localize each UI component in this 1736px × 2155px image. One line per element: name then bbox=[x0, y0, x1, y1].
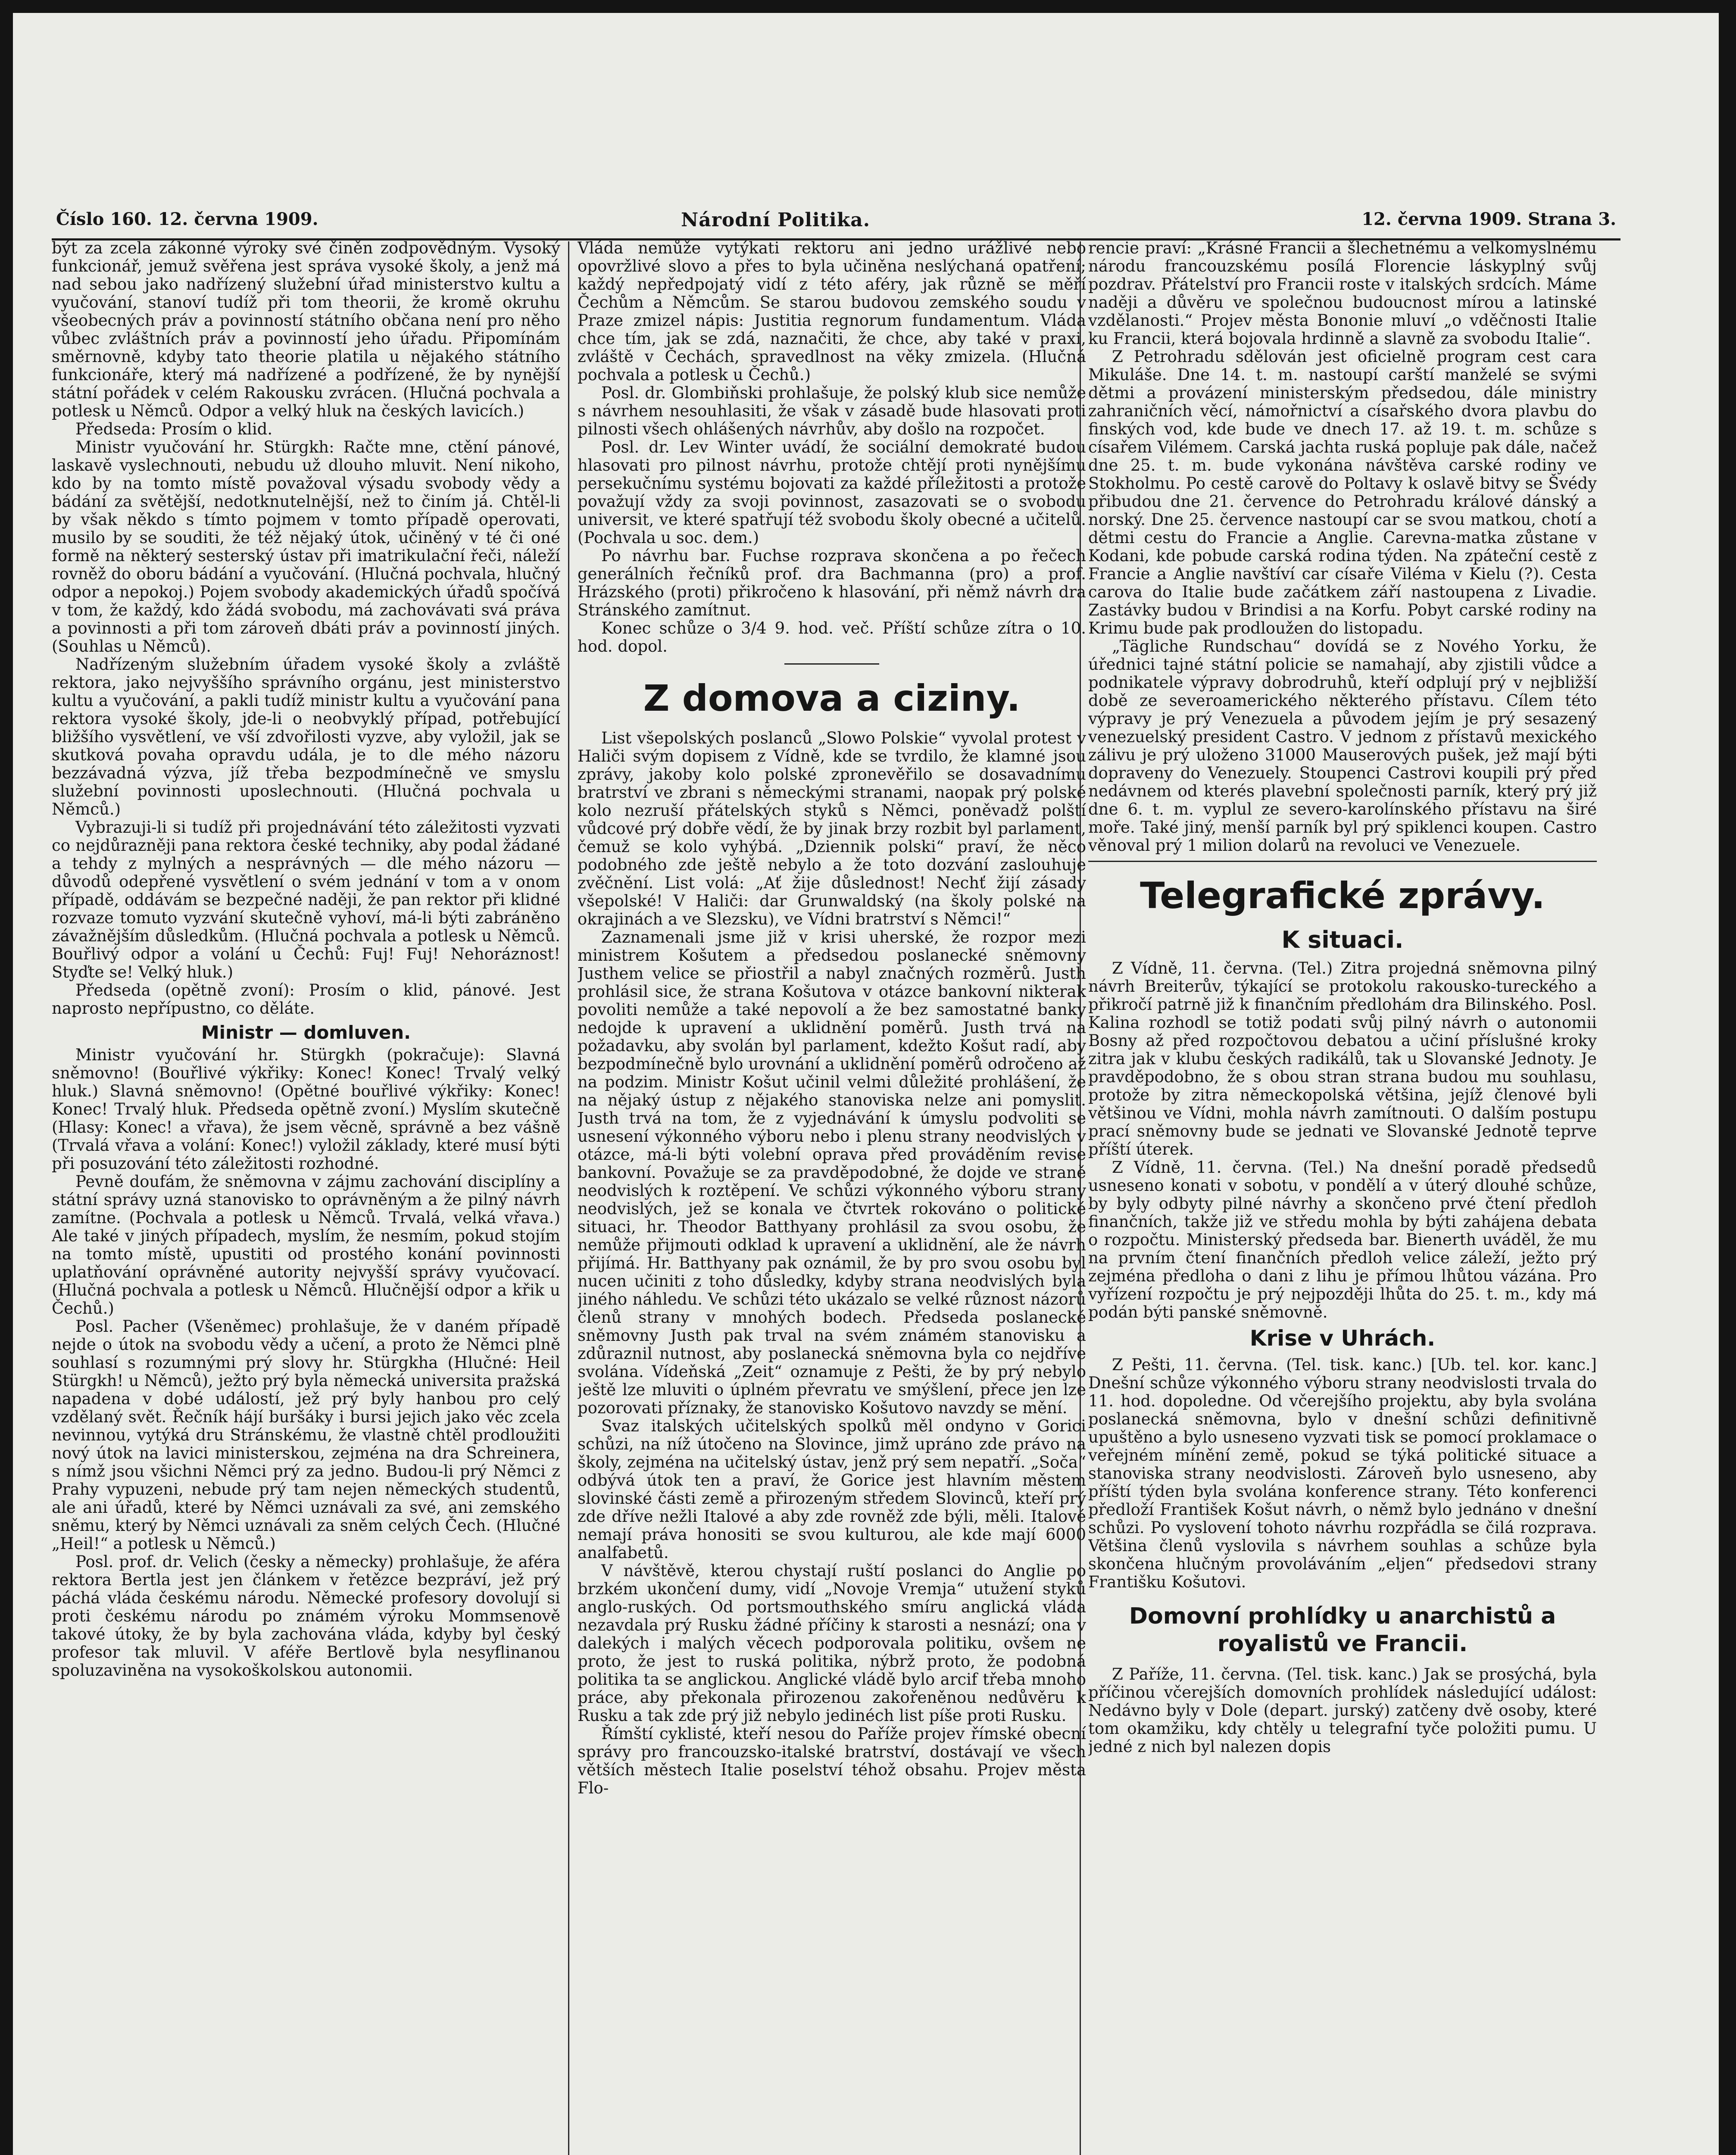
page-header bbox=[56, 205, 1616, 239]
paragraph: Posl. Pacher (Všeněmec) prohlašuje, že v daném případě nejde o útok na svobodu vědy a učení, a proto že Němci plně souhlasí s rozumnými prý slovy hr. Stürgkha (Hlučné: Heil Stürgkh! u Němců), ježto prý byla německá universita pražská napadena v dobé událostí, jež prý byly hanbou pro celý vzdělaný svět. Řečník hájí buršáky i bursi jejich jako věc zcela nevinnou, vytýká dru Stránskému, že vlastně chtěl prodloužiti nový útok na lavici ministerskou, zejména na dra Schreinera, s nímž jsou všichni Němci prý za jedno. Budou-li prý Němci z Prahy vypuzeni, nebude prý tam nejen německých studentů, ale ani úřadů, které by Němci uznávali za své, ani zemského sněmu, který by Němci uznávali za sněm celých Čech. (Hlučné „Heil!“ a potlesk u Němců.) bbox=[52, 1317, 560, 1553]
paragraph: Posl. dr. Glombiňski prohlašuje, že polský klub sice nemůže s návrhem nesouhlasiti, že však v zásadě bude hlasovati proti pilnosti všech ohlášených návrhův, aby došlo na rozpočet. bbox=[578, 384, 1086, 438]
paragraph: Svaz italských učitelských spolků měl ondyno v Gorici schůzi, na níž útočeno na Slovince, jimž upráno zde právo na školy, zejména na učitelský ústav, jenž prý sem nepatří. „Soča“ odbývá útok ten a praví, že Gorice jest hlavním městem slovinské části země a přirozeným středem Slovinců, kteří prý zde dříve nežli Italové a aby zde rovněž zde býli, měli. Italové nemají práva honositi se svou kulturou, ale kde mají 6000 analfabetů. bbox=[578, 1417, 1086, 1562]
paragraph: Pevně doufám, že sněmovna v zájmu zachování disciplíny a státní správy uzná stanovisko to oprávněným a že pilný návrh zamítne. (Pochvala a potlesk u Němců. Trvalá, velká vřava.) Ale také v jiných případech, myslím, že nesmím, pokud stojím na tomto místě, upustiti od prostého konání povinnosti uplatňování oprávněné autority nejvyšší správy vyučovací. (Hlučná pochvala a potlesk u Němců. Hlučnější odpor a křik u Čechů.) bbox=[52, 1172, 560, 1318]
paragraph: List všepolských poslanců „Slowo Polskie“ vyvolal protest v Haliči svým dopisem z Vídně, kde se tvrdilo, že klamné jsou zprávy, jakoby kolo polské zpronevěřilo se dosavadnímu bratrství ve zbrani s německými stranami, naopak prý polské kolo nezruší přátelských styků s Němci, poněvadž polští vůdcové prý dobře vědí, že by jinak brzy rozbit byl parlament, čemuž se kolo vyhýbá. „Dziennik polski“ praví, že něco podobného zde ještě nebylo a že toto dozvání zaslouhuje zvěčnění. List volá: „Ať žije důslednost! Nechť žijí zásady všepolské! V Haliči: dar Grunwaldský (na školy polské na okrajinách a ve Slezsku), ve Vídni bratrství s Němci!“ bbox=[578, 729, 1086, 928]
separator bbox=[1088, 861, 1597, 862]
paragraph: Předseda: Prosím o klid. bbox=[75, 420, 273, 438]
paragraph: Zaznamenali jsme již v krisi uherské, že rozpor mezi ministrem Košutem a předsedou poslanecké sněmovny Justhem velice se přiostřil a nabyl značných rozměrů. Justh prohlásil sice, že strana Košutova v otázce bankovní nikterak povoliti nemůže a také nepovolí a že bez samostatné banky nedojde k upravení a uklidnění poměrů. Justh trvá na požadavku, aby svolán byl parlament, kdežto Košut radí, aby bezpodmínečně bylo urovnání a uklidnění poměrů odročeno až na podzim. Ministr Košut učinil velmi důležité prohlášení, že na nějaký ústup z nějakého stanoviska nelze ani pomyslit. Justh trvá na tom, že z vyjednávání k úmyslu podvoliti se usnesení výkonného výboru nebo i plenu strany neodvislých v otázce, má-li býti volební oprava před prováděním revise bankovní. Považuje se za pravděpodobné, že dojde ve straně neodvislých k roztěpení. Ve schůzi výkonného výboru strany neodvislých, jež se konala ve čtvrtek rokováno o politické situaci, hr. Theodor Batthyany prohlásil za svou osobu, že nemůže přijmouti odklad k upravení a uklidnění, ale že návrh přijímá. Hr. Batthyany pak oznámil, že by pro svou osobu byl nucen učiniti z toho důsledky, kdyby strana neodvislých byla jiného náhledu. Ve schůzi této ukázalo se velké různost názorů členů strany v mnohých bodech. Předseda poslanecké sněmovny Justh pak trval na svém známém stanovisku a zdůraznil nutnost, aby poslanecká sněmovna byla co nejdříve svolána. Vídeňská „Zeit“ oznamuje z Pešti, že by prý nebylo ještě lze mluviti o úplném převratu ve smýšlení, přece jen lze pozorovati příznaky, že stanovisko Košutovo navzdy se mění. bbox=[578, 928, 1086, 1417]
paragraph: Vybrazuji-li si tudíž při projednávání této záležitosti vyzvati co nejdůrazněji pana rektora české techniky, aby podal žádané a tehdy z mylných a nesprávných — dle mého názoru — důvodů odepřené vysvětlení o svém jednání v tom a v onom případě, oddávám se bezpečné naději, že pan rektor při klidné rozvaze tomuto vyzvání skutečně vyhoví, má-li býti zabráněno závažnějším důsledkům. (Hlučná pochvala a potlesk u Němců. Bouřlivý odpor a volání u Čechů: Fuj! Fuj! Nehoráznost! Styďte se! Velký hluk.) bbox=[52, 818, 560, 981]
section-heading: Z domova a ciziny. bbox=[643, 677, 1021, 719]
section-subheading: Domovní prohlídky u anarchistů a royalistů ve Francii. bbox=[1129, 1603, 1556, 1657]
date-page-number: 12. června 1909. Strana 3. bbox=[1361, 209, 1616, 229]
separator bbox=[784, 663, 879, 665]
paragraph: Předseda (opětně zvoní): Prosím o klid, pánové. Jest naprosto nepřípustno, co děláte. bbox=[52, 981, 560, 1018]
paragraph: Římští cyklisté, kteří nesou do Paříže projev římské obecní správy pro francouzsko-italské bratrství, dostávají ve všech větších městech Italie poselství téhož obsahu. Projev města Flo- bbox=[578, 1724, 1086, 1797]
section-heading: Ministr — domluven. bbox=[201, 1022, 411, 1043]
column-right bbox=[1088, 239, 1597, 2155]
column-rule-1 bbox=[568, 241, 569, 2155]
column-left bbox=[52, 239, 560, 2155]
paragraph: rencie praví: „Krásné Francii a šlechetnému a velkomyslnému národu francouzskému posílá Florencie láskyplný svůj pozdrav. Přátelství pro Francii roste v italských srdcích. Máme naději a důvěru ve společnou budoucnost mírou a latinské vzdělanosti.“ Projev města Bononie mluví „o vděčnosti Italie ku Francii, která bojovala hrdinně a slavně za svobodu Italie“. bbox=[1088, 239, 1597, 348]
paragraph: Vláda nemůže vytýkati rektoru ani jedno urážlivé nebo opovržlivé slovo a přes to byla učiněna neslýchaná opatření; každý nepředpojatý vidí z této aféry, jak různě se měří Čechům a Němcům. Se starou budovou zemského soudu v Praze zmizel nápis: Justitia regnorum fundamentum. Vláda chce tím, jak se zdá, naznačiti, že chce, aby také v praxi, zvláště v Čechách, spravedlnost na věky zmizela. (Hlučná pochvala a potlesk u Čechů.) bbox=[578, 239, 1086, 384]
paragraph: Z Vídně, 11. června. (Tel.) Zitra projedná sněmovna pilný návrh Breiterův, týkající se protokolu rakousko-tureckého a přikročí patrně již k finančním předlohám dra Bilinského. Posl. Kalina rozhodl se totiž podati svůj pilný návrh o autonomii Bosny až před rozpočtovou debatou a učiní příslušné kroky zitra jak v klubu českých radikálů, tak u Slovanské Jednoty. Je pravděpodobno, že s obou stran strana budou mu souhlasu, protože by zitra německopolská většina, jejíž členové byli většinou ve Vídni, mohla návrh zamítnouti. O dalším postupu prací sněmovny bude se jednati ve Slovanské Jednotě teprve příští úterek. bbox=[1088, 959, 1597, 1159]
column-middle bbox=[578, 239, 1086, 2155]
paragraph: Posl. dr. Lev Winter uvádí, že sociální demokraté budou hlasovati pro pilnost návrhu, protože chtějí proti nynějšímu persekučnímu systému bojovati za každé příležitosti a protože považují vždy za svoji povinnost, zasazovati se o svobodu universit, ve které spatřují též svobodu školy obecné a učitelů. (Pochvala u soc. dem.) bbox=[578, 438, 1086, 547]
paragraph: „Tägliche Rundschau“ dovídá se z Nového Yorku, že úřednici tajné státní policie se namahají, aby zjistili vůdce a podnikatele výpravy dobrodruhů, kteří odplují prý v nejbližší době ze severoamerického některého přístavu. Cílem této výpravy je prý Venezuela a původem jejím je prý sesazený venezuelský president Castro. V jednom z přístavů mexického zálivu je prý uloženo 31000 Mauserových pušek, jež mají býti dopraveny do Venezuely. Stoupenci Castrovi koupili prý před nedávnem od kterés plavební společnosti parník, který prý již dne 6. t. m. vyplul ze severo-karolínského přístavu na širé moře. Také jiný, menší parník byl prý spiklenci koupen. Castro věnoval prý 1 milion dolarů na revoluci ve Venezuele. bbox=[1088, 637, 1597, 855]
paragraph: Posl. prof. dr. Velich (česky a německy) prohlašuje, že aféra rektora Bertla jest jen článkem v řetězce bezpráví, jež prý páchá vláda českému národu. Německé profesory dovolují si proti českému národu po známém výroku Mommsenově takové útoky, že by byla zachována vláda, kdyby byl český profesor tak mluvil. V aféře Bertlově byla nesyflinanou spoluzaviněna na vysokoškolskou autonomii. bbox=[52, 1552, 560, 1680]
paragraph: Z Vídně, 11. června. (Tel.) Na dnešní poradě předsedů usneseno konati v sobotu, v pondělí a v úterý dlouhé schůze, by byly odbyty pilné návrhy a skončeno prvé čtení předloh finančních, takže již ve středu mohla by býti zahájena debata o rozpočtu. Ministerský předseda bar. Bienerth uváděl, že mu na prvním čtení finančních předloh velice záleží, ježto prý zejména předloha o dani z lihu je přímou lhůtou vázána. Pro vyřízení rozpočtu je prý nejpozději lhůta do 25. t. m., kdy má podán býti panské sněmovně. bbox=[1088, 1158, 1597, 1321]
paragraph: Nadřízeným služebním úřadem vysoké školy a zvláště rektora, jako nejvyššího správního orgánu, jest ministerstvo kultu a vyučování, a pakli tudíž ministr kultu a vyučování pana rektora vysoké školy, jde-li o neobvyklý případ, potřebující bližšího vysvětlení, ve vší zdvořilosti vyzve, aby vyložil, jak se skutková povaha opravdu udála, je to dle mého názoru bezzávadná výzva, jíž třeba bezpodmínečně ve smyslu služební povinnosti uposlechnouti. (Hlučná pochvala u Němců.) bbox=[52, 655, 560, 818]
paragraph: Ministr vyučování hr. Stürgkh: Račte mne, ctění pánové, laskavě vyslechnouti, nebudu už dlouho mluvit. Není nikoho, kdo by na tomto místě považoval výsadu svobody vědy a bádání za světější, nedotknutelnější, než to činím já. Chtěl-li by však někdo s tímto pojmem v tomto případě operovati, musilo by se souditi, že též nějaký útok, učiněný v té či oné formě na některý sesterský ústav při imatrikulační řeči, náleží rovněž do oboru bádání a vyučování. (Hlučná pochvala, hlučný odpor a nepokoj.) Pojem svobody akademických úřadů spočívá v tom, že každý, kdo žádá svobodu, má zachovávati svá práva a povinnosti a při tom zároveň dbáti práv a povinností jiných. (Souhlas u Němců). bbox=[52, 438, 560, 656]
paragraph: Z Paříže, 11. června. (Tel. tisk. kanc.) Jak se prosýchá, byla příčinou včerejších domovních prohlídek následující událost: Nedávno byly v Dole (depart. jurský) zatčeny dvě osoby, které tom okamžiku, kdy chtěly u telegrafní tyče položiti pumu. U jedné z nich byl nalezen dopis bbox=[1088, 1665, 1597, 1756]
section-heading: Telegrafické zprávy. bbox=[1140, 874, 1545, 917]
paragraph: Konec schůze o 3/4 9. hod. več. Příští schůze zítra o 10. hod. dopol. bbox=[578, 619, 1086, 656]
paragraph: být za zcela zákonné výroky své činěn zodpovědným. Vysoký funkcionář, jemuž svěřena jest správa vysoké školy, a jenž má nad sebou jako nadřízený služební úřad ministerstvo kultu a vyučování, stanoví tudíž při tom theorii, že kromě okruhu všeobecných práv a povinností státního občana není pro něho vůbec zvláštních práv a povinností jeho úřadu. Připomínám směrnovně, kdyby tato theorie platila u nějakého státního funkcionáře, který má nadřízené a podřízené, že by nynější státní pořádek v celém Rakousku zvrácen. (Hlučná pochvala a potlesk u Němců. Odpor a velký hluk na českých lavicích.) bbox=[52, 239, 560, 420]
issue-number-date: Číslo 160. 12. června 1909. bbox=[56, 209, 318, 229]
section-subheading: K situaci. bbox=[1281, 926, 1404, 953]
paragraph: V návštěvě, kterou chystají ruští poslanci do Anglie po brzkém ukončení dumy, vidí „Novoje Vremja“ utužení styků anglo-ruských. Od portsmouthského smíru anglická vláda nezavdala prý Rusku žádné příčiny k starosti a nesnází; ona v dalekých i malých věcech podporovala politiku, ovšem ne proto, že jest to ruská politika, nýbrž proto, že podobná politika ta se anglickou. Anglické vládě bylo arcif třeba mnoho práce, aby překonala přirozenou zakořeněnou nedůvěru k Rusku a tak zde prý již nebylo jedinéch list píše proti Rusku. bbox=[578, 1562, 1086, 1725]
paragraph: Ministr vyučování hr. Stürgkh (pokračuje): Slavná sněmovno! (Bouřlivé výkřiky: Konec! Konec! Trvalý velký hluk.) Slavná sněmovno! (Opětné bouřlivé výkřiky: Konec! Konec! Trvalý hluk. Předseda opětně zvoní.) Myslím skutečně (Hlasy: Konec! a vřava), že jsem věcně, správně a bez vášně (Trvalá vřava a volání: Konec!) vyložil základy, které musí býti při posuzování této záležitosti rozhodné. bbox=[52, 1046, 560, 1173]
paragraph: Z Pešti, 11. června. (Tel. tisk. kanc.) [Ub. tel. kor. kanc.] Dnešní schůze výkonného výboru strany neodvislosti trvala do 11. hod. dopoledne. Od včerejšího projektu, aby byla svolána poslanecká sněmovna, bylo v dnešní schůzi definitivně upuštěno a bylo usneseno vyzvati tisk se pomocí proklamace o veřejném mínění země, pokud se týká politické situace a stanoviska strany neodvislosti. Zároveň bylo usneseno, aby příští týden byla svolána konference strany. Této konferenci předloží František Košut návrh, o němž bylo jednáno v dnešní schůzi. Po vyslovení tohoto návrhu rozpřádla se čilá rozprava. Většina členů vyslovila s návrhem souhlas a schůze byla skončena hlučným provoláváním „eljen“ předsedovi strany Františku Košutovi. bbox=[1088, 1355, 1597, 1591]
section-subheading: Krise v Uhrách. bbox=[1249, 1326, 1436, 1351]
newspaper-title: Národní Politika. bbox=[681, 209, 871, 231]
paragraph: Po návrhu bar. Fuchse rozprava skončena a po řečech generálních řečníků prof. dra Bachmanna (pro) a prof. Hrázského (proti) přikročeno k hlasování, při němž návrh dra Stránského zamítnut. bbox=[578, 547, 1086, 619]
paragraph: Z Petrohradu sdělován jest oficielně program cest cara Mikuláše. Dne 14. t. m. nastoupí carští manželé se svými dětmi a provázení ministerským předsedou, dále ministry zahraničních věcí, námořnictví a císařského dvora plavbu do finských vod, kde bude ve dnech 17. až 19. t. m. schůze s císařem Vilémem. Carská jachta ruská popluje pak dále, načež dne 25. t. m. bude vykonána návštěva carské rodiny ve Stokholmu. Po cestě carově do Poltavy k oslavě bitvy se Švédy přibudou dne 21. července do Petrohradu králové dánský a norský. Dne 25. července nastoupí car se svou matkou, chotí a dětmi cestu do Francie a Anglie. Carevna-matka zůstane v Kodani, kde pobude carská rodina týden. Na zpáteční cestě z Francie a Anglie navštíví car císaře Viléma v Kielu (?). Cesta carova do Italie bude začátkem září nastoupena z Livadie. Zastávky budou v Brindisi a na Korfu. Pobyt carské rodiny na Krimu bude pak prodloužen do listopadu. bbox=[1088, 347, 1597, 637]
